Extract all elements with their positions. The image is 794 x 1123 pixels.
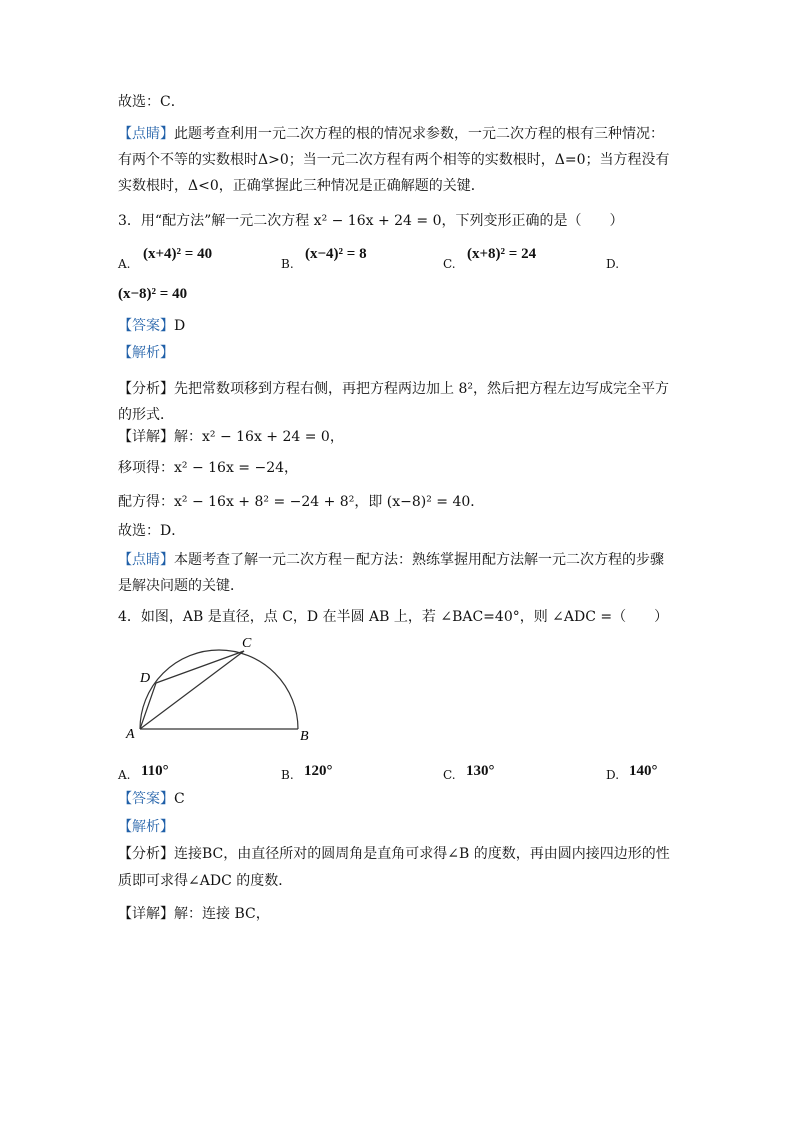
q3-opt-c-value: (x+8)² = 24 (467, 246, 537, 262)
q3-fenxi-line1: 【分析】先把常数项移到方程右侧，再把方程两边加上 8²，然后把方程左边写成完全平方 (118, 381, 669, 397)
chord-ad (140, 683, 156, 729)
q3-fenxi-line2: 的形式． (118, 407, 174, 423)
semicircle-figure (118, 632, 318, 747)
q4-xiangjie-line1: 【详解】解：连接 BC， (118, 906, 270, 922)
q3-xiangjie-line3: 配方得：x² − 16x + 8² = −24 + 8²，即 (x−8)² = 40． (118, 494, 485, 510)
q3-xiangjie-line1: 【详解】解：x² − 16x + 24 = 0， (118, 429, 344, 445)
label-a: A (126, 727, 135, 742)
q3-stem: 3．用“配方法”解一元二次方程 x² − 16x + 24 = 0，下列变形正确的是（ ） (118, 213, 624, 229)
q2-dianjing-line1: 【点睛】此题考查利用一元二次方程的根的情况求参数，一元二次方程的根有三种情况： (118, 126, 664, 142)
q4-opt-b-letter: B. (281, 768, 294, 782)
q3-dianjing-line2: 是解决问题的关键． (118, 578, 244, 594)
q3-opt-a-value: (x+4)² = 40 (143, 246, 213, 262)
label-c: C (242, 636, 252, 651)
q3-opt-d-value: (x−8)² = 40 (118, 286, 188, 302)
q4-opt-d-value: 140° (629, 763, 658, 779)
label-d: D (140, 671, 151, 686)
q4-opt-a-letter: A. (118, 768, 131, 782)
q4-analysis-tag: 【解析】 (118, 819, 174, 835)
q4-opt-c-value: 130° (466, 763, 495, 779)
q4-opt-c-letter: C. (443, 768, 456, 782)
q3-opt-b-letter: B. (281, 257, 294, 271)
q4-stem: 4．如图，AB 是直径，点 C，D 在半圆 AB 上，若 ∠BAC=40°，则 ∠ADC =（ ） (118, 609, 669, 625)
q3-opt-a-letter: A. (118, 257, 131, 271)
answer-tag: 【答案】 (118, 318, 174, 334)
q3-opt-c-letter: C. (443, 257, 456, 271)
q4-opt-a-value: 110° (141, 763, 169, 779)
chord-ac (140, 651, 244, 729)
semicircle-arc (140, 650, 298, 729)
q3-analysis-tag: 【解析】 (118, 345, 174, 361)
dianjing-tag: 【点睛】 (118, 126, 174, 142)
q2-dianjing-line3: 实数根时，Δ<0，正确掌握此三种情况是正确解题的关键． (118, 178, 485, 194)
q4-answer: 【答案】C (118, 791, 185, 807)
q3-answer: 【答案】D (118, 318, 186, 334)
q4-fenxi-line2: 质即可求得∠ADC 的度数． (118, 873, 293, 889)
q3-opt-d-letter: D. (606, 257, 620, 271)
label-b: B (300, 729, 309, 744)
q3-opt-b-value: (x−4)² = 8 (305, 246, 367, 262)
q4-opt-b-value: 120° (304, 763, 333, 779)
q3-dianjing-line1: 【点睛】本题考查了解一元二次方程－配方法：熟练掌握用配方法解一元二次方程的步骤 (118, 552, 664, 568)
q2-dianjing-line2: 有两个不等的实数根时Δ>0；当一元二次方程有两个相等的实数根时，Δ=0；当方程没有 (118, 152, 670, 168)
q3-xiangjie-line2: 移项得：x² − 16x = −24， (118, 460, 299, 476)
q2-conclusion: 故选：C． (118, 94, 185, 110)
q3-conclusion: 故选：D． (118, 523, 186, 539)
q4-fenxi-line1: 【分析】连接BC，由直径所对的圆周角是直角可求得∠B 的度数，再由圆内接四边形的性 (118, 846, 670, 862)
q4-opt-d-letter: D. (606, 768, 620, 782)
